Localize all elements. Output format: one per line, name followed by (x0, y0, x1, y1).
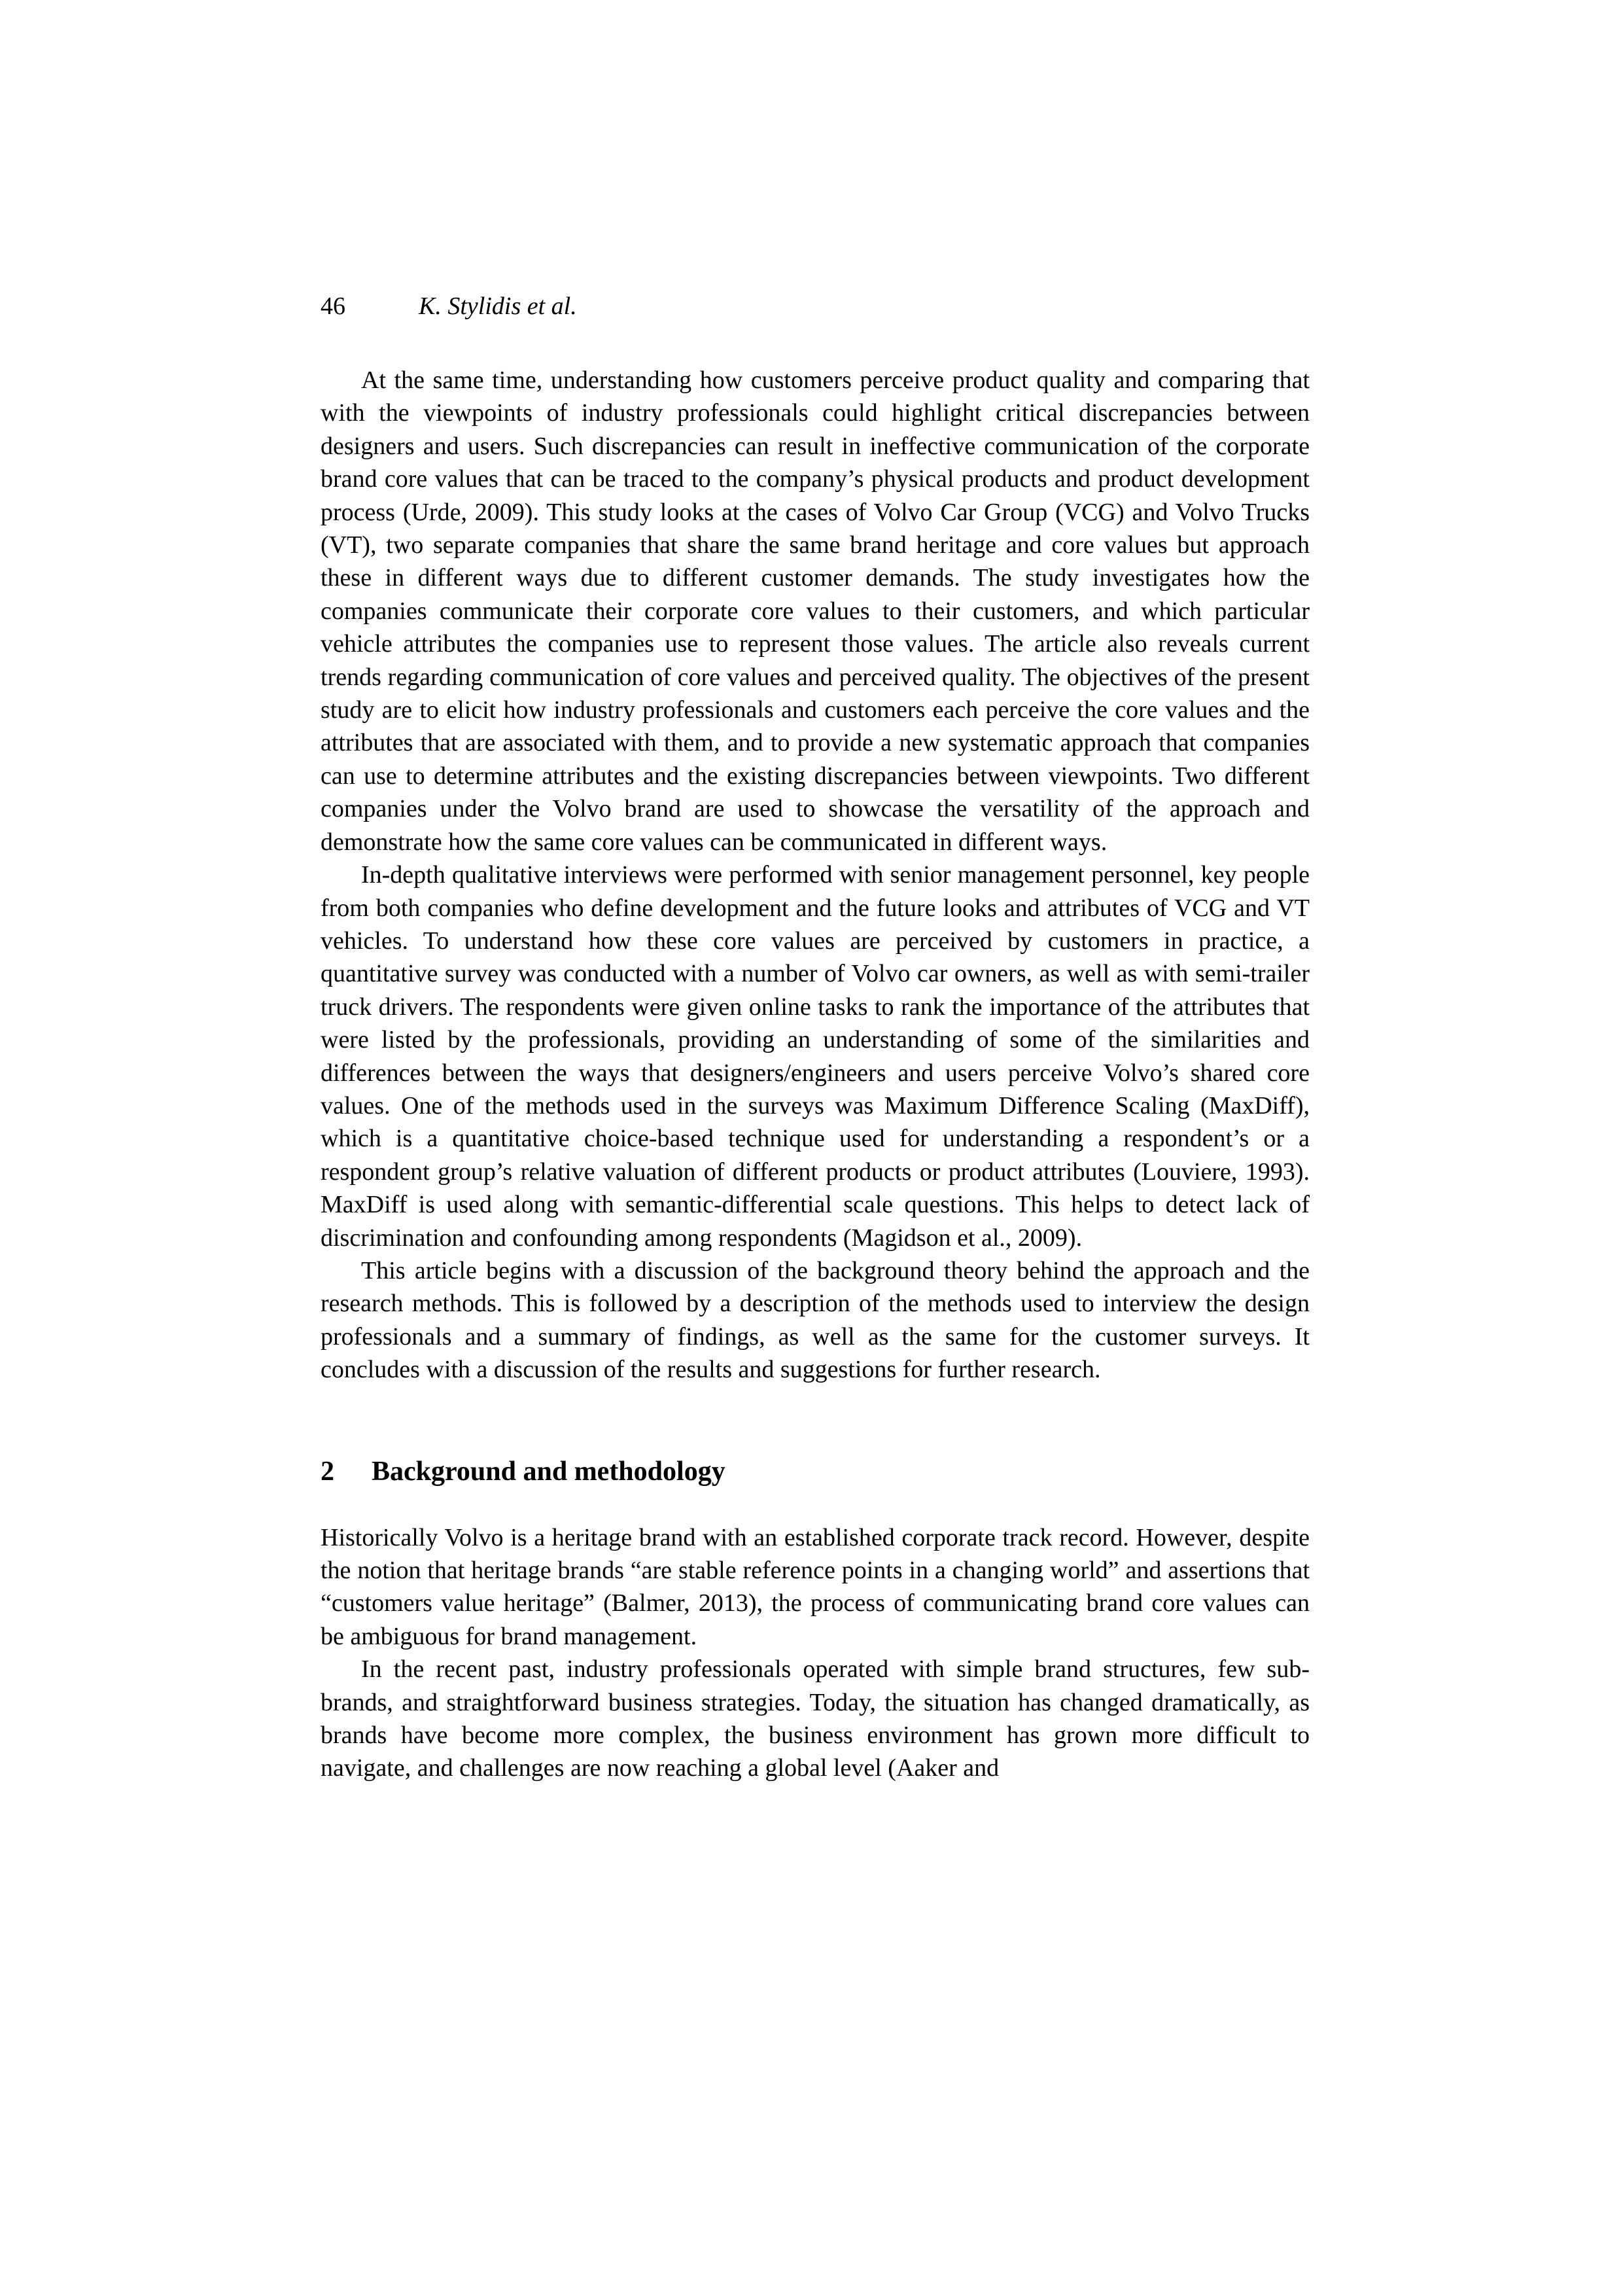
paragraph: In-depth qualitative interviews were performed with senior management personnel, key people from both companies who define development and the future looks and attributes of VCG and VT vehicles. To understand how these core values are perceived by customers in practice, a quantitative survey was conducted with a number of Volvo car owners, as well as with semi-trailer truck drivers. The respondents were given online tasks to rank the importance of the attributes that were listed by the professionals, providing an understanding of some of the similarities and differences between the ways that designers/engineers and users perceive Volvo’s shared core values. One of the methods used in the surveys was Maximum Difference Scaling (MaxDiff), which is a quantitative choice-based technique used for understanding a respondent’s or a respondent group’s relative valuation of different products or product attributes (Louviere, 1993). MaxDiff is used along with semantic-differential scale questions. This helps to detect lack of discrimination and confounding among respondents (Magidson et al., 2009). (321, 861, 1310, 1252)
paragraph: Historically Volvo is a heritage brand with an established corporate track record. However, despite the notion that heritage brands “are stable reference points in a changing world” and assertions that “customers value heritage” (Balmer, 2013), the process of communicating brand core values can be ambiguous for brand management. (321, 1523, 1310, 1650)
running-header (321, 288, 1310, 325)
running-header-authors: K. Stylidis et al. (419, 292, 577, 320)
paragraph: In the recent past, industry professionals operated with simple brand structures, few sub-brands, and straightforward business strategies. Today, the situation has changed dramatically, as brands have become more complex, the business environment has grown more difficult to navigate, and challenges are now reaching a global level (Aaker and (321, 1655, 1310, 1782)
section-number: 2 (321, 1456, 334, 1487)
intro-text (321, 364, 1310, 1386)
paragraph: This article begins with a discussion of the background theory behind the approach and the research methods. This is followed by a description of the methods used to interview the design professionals and a summary of findings, as well as the same for the customer surveys. It concludes with a discussion of the results and suggestions for further research. (321, 1256, 1310, 1384)
section-title: Background and methodology (372, 1456, 725, 1487)
section-heading (321, 1452, 1310, 1491)
paragraph: At the same time, understanding how customers perceive product quality and comparing that with the viewpoints of industry professionals could highlight critical discrepancies between designers and users. Such discrepancies can result in ineffective communication of the corporate brand core values that can be traced to the company’s physical products and product development process (Urde, 2009). This study looks at the cases of Volvo Car Group (VCG) and Volvo Trucks (VT), two separate companies that share the same brand heritage and core values but approach these in different ways due to different customer demands. The study investigates how the companies communicate their corporate core values to their customers, and which particular vehicle attributes the companies use to represent those values. The article also reveals current trends regarding communication of core values and perceived quality. The objectives of the present study are to elicit how industry professionals and customers each perceive the core values and the attributes that are associated with them, and to provide a new systematic approach that companies can use to determine attributes and the existing discrepancies between viewpoints. Two different companies under the Volvo brand are used to showcase the versatility of the approach and demonstrate how the same core values can be communicated in different ways. (321, 366, 1310, 856)
section-body (321, 1521, 1310, 1785)
page (321, 288, 1310, 1785)
page-number: 46 (321, 292, 345, 320)
